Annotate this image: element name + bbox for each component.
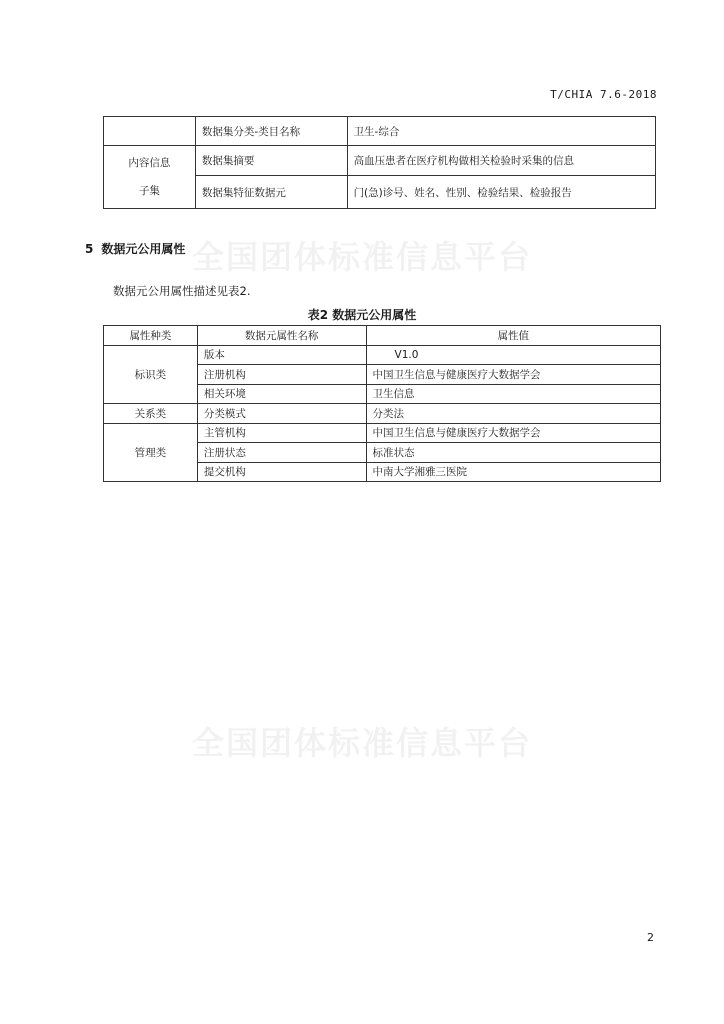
table-cell: 分类模式 — [197, 404, 366, 424]
table-cell: V1.0 — [366, 345, 660, 365]
empty-cell — [104, 117, 196, 146]
group-label-line: 内容信息 — [128, 157, 171, 169]
table-row — [104, 146, 656, 176]
table-cell: 数据集摘要 — [195, 146, 347, 176]
group-label-cell: 管理类 — [104, 423, 198, 482]
column-header: 属性值 — [366, 326, 660, 346]
table-caption: 表2 数据元公用属性 — [307, 308, 417, 322]
table-cell: 注册机构 — [197, 365, 366, 385]
section-number: 5 — [85, 242, 94, 256]
group-label-cell: 关系类 — [104, 404, 198, 424]
group-label-cell: 标识类 — [104, 345, 198, 404]
table-cell: 分类法 — [366, 404, 660, 424]
group-label-line: 子集 — [138, 185, 160, 197]
common-attributes-table — [103, 325, 661, 482]
table-row — [104, 404, 661, 424]
table-cell: 提交机构 — [197, 462, 366, 482]
table-cell: 高血压患者在医疗机构做相关检验时采集的信息 — [347, 146, 655, 176]
table-cell: 数据集分类-类目名称 — [195, 117, 347, 146]
table-cell: 中南大学湘雅三医院 — [366, 462, 660, 482]
table-cell: 注册状态 — [197, 443, 366, 463]
dataset-info-table — [103, 116, 656, 209]
table-row — [104, 117, 656, 146]
table-cell: 主管机构 — [197, 423, 366, 443]
table-row — [104, 345, 661, 365]
column-header: 属性种类 — [104, 326, 198, 346]
watermark: 全国团体标准信息平台 — [191, 724, 532, 762]
watermark: 全国团体标准信息平台 — [191, 238, 532, 276]
table-cell: 卫生信息 — [366, 384, 660, 404]
section-title: 数据元公用属性 — [101, 242, 186, 256]
table-cell: 相关环境 — [197, 384, 366, 404]
table-cell: 卫生-综合 — [347, 117, 655, 146]
table-cell: 数据集特征数据元 — [195, 176, 347, 209]
column-header: 数据元属性名称 — [197, 326, 366, 346]
table-cell: 中国卫生信息与健康医疗大数据学会 — [366, 423, 660, 443]
page-number: 2 — [647, 931, 654, 944]
table-cell: 标准状态 — [366, 443, 660, 463]
table-cell: 中国卫生信息与健康医疗大数据学会 — [366, 365, 660, 385]
table-row — [104, 423, 661, 443]
table-cell: 版本 — [197, 345, 366, 365]
table-cell: 门(急)诊号、姓名、性别、检验结果、检验报告 — [347, 176, 655, 209]
table-header-row — [104, 326, 661, 346]
group-label-cell — [104, 146, 196, 209]
document-code: T/CHIA 7.6-2018 — [550, 88, 657, 101]
body-paragraph: 数据元公用属性描述见表2. — [113, 284, 251, 298]
